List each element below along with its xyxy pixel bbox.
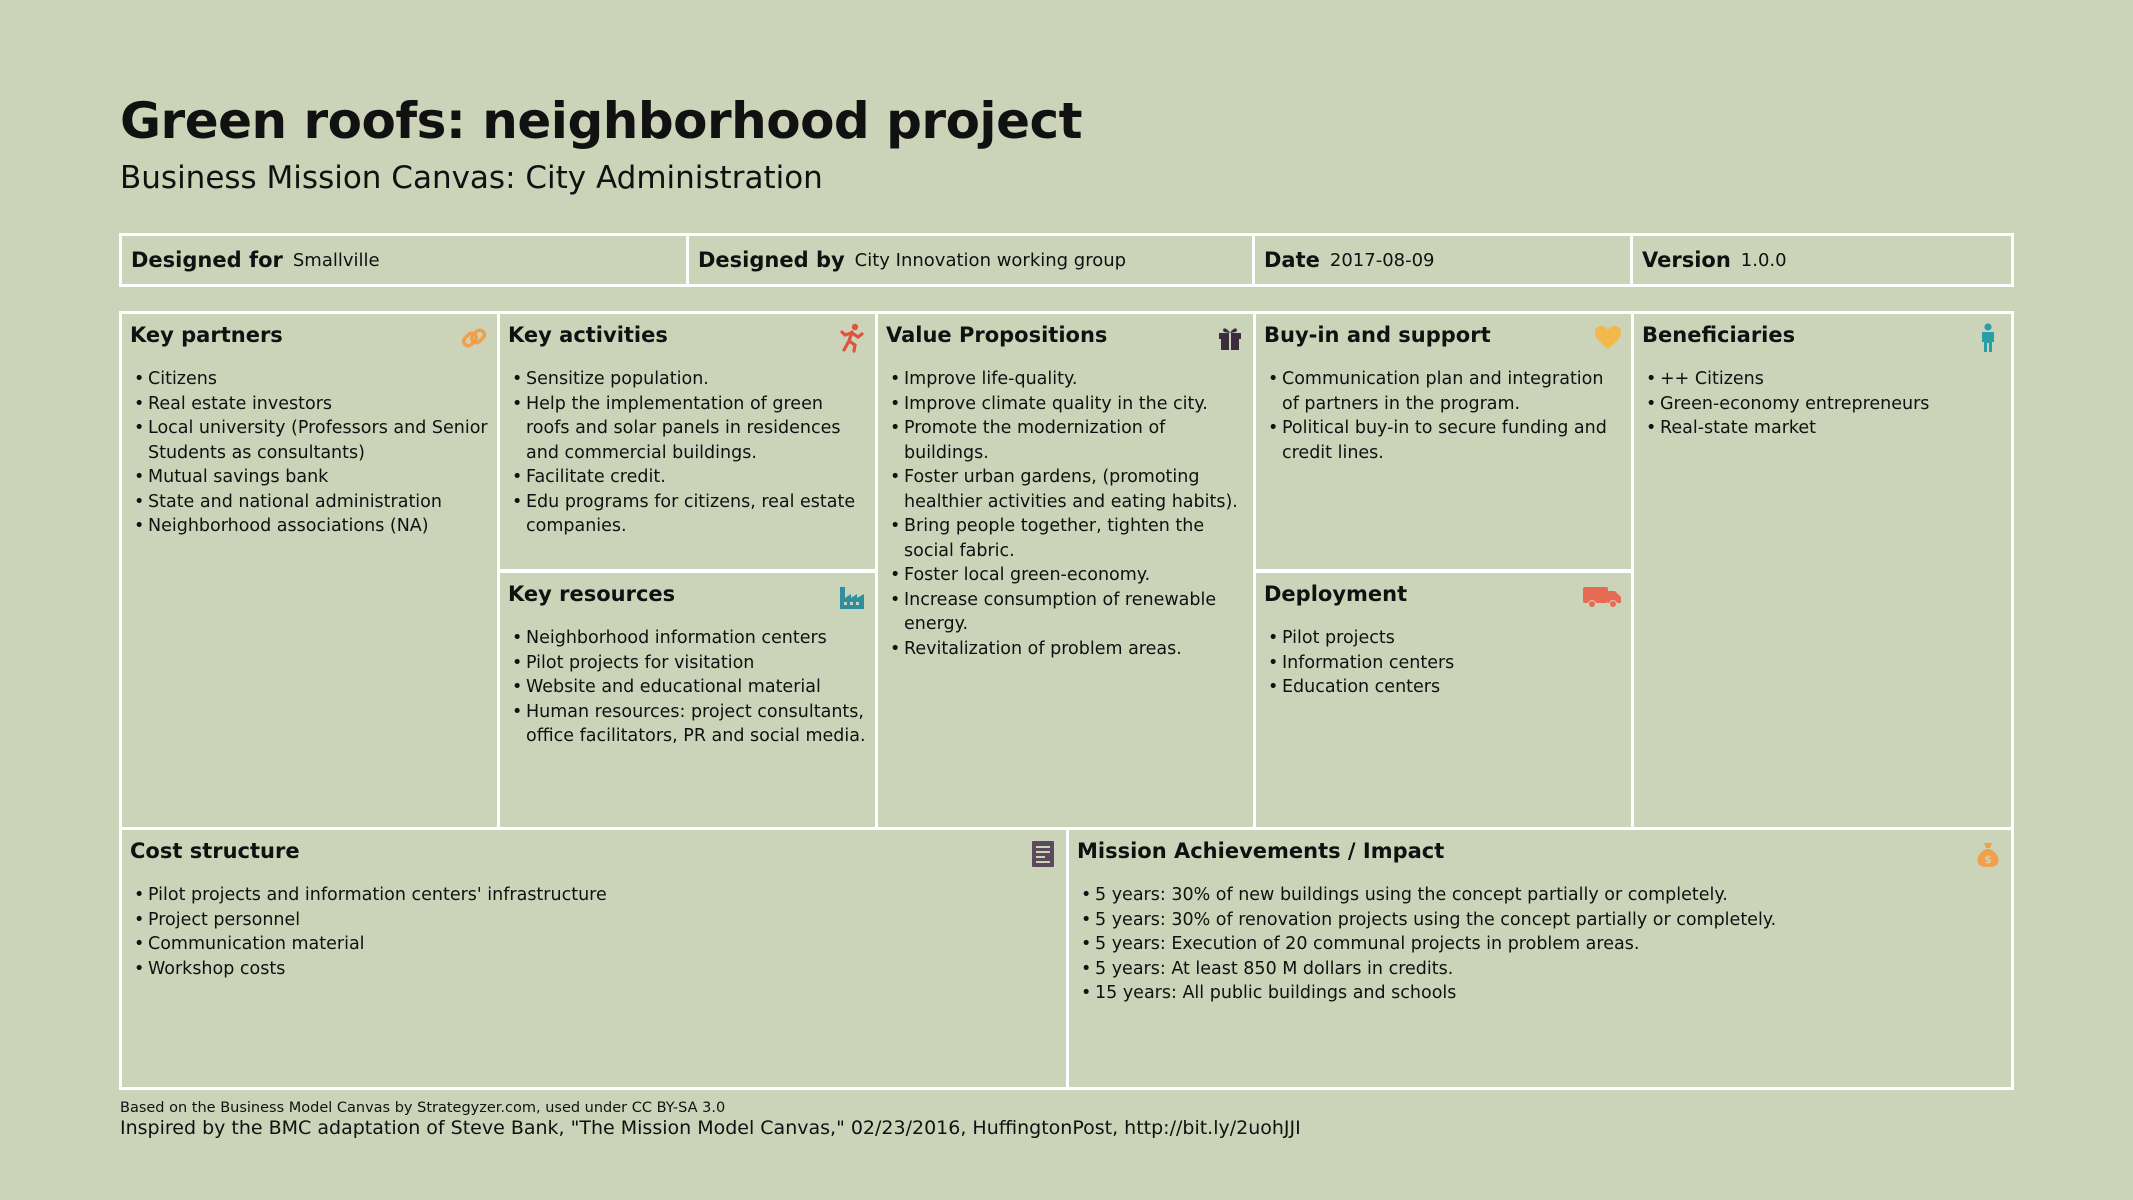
list-item: • Local university (Professors and Senior Students as consultants) [148, 416, 489, 465]
version-label: Version [1642, 248, 1731, 272]
list-item: • Pilot projects [1282, 626, 1623, 651]
date-label: Date [1264, 248, 1320, 272]
invoice-icon [1028, 839, 1058, 869]
designed-for-label: Designed for [131, 248, 283, 272]
date-value: 2017-08-09 [1329, 249, 1435, 271]
page-subtitle: Business Mission Canvas: City Administration [120, 160, 823, 196]
factory-icon [837, 582, 867, 612]
list-item: • Facilitate credit. [526, 465, 867, 490]
deployment-block [1253, 570, 1634, 830]
list-item: • Revitalization of problem areas. [904, 637, 1245, 662]
list-item: • 5 years: 30% of new buildings using the concept partially or completely. [1095, 883, 2003, 908]
deployment-title: Deployment [1264, 582, 1408, 606]
list-item: • Real estate investors [148, 392, 489, 417]
page-title: Green roofs: neighborhood project [120, 92, 1083, 150]
list-item: • State and national administration [148, 490, 489, 515]
footer-credit: Based on the Business Model Canvas by Strategyzer.com, used under CC BY-SA 3.0 [120, 1100, 726, 1116]
designed-by-value: City Innovation working group [854, 249, 1127, 271]
beneficiaries-block [1631, 311, 2014, 830]
cost-structure-list [130, 883, 1058, 981]
list-item: • Citizens [148, 367, 489, 392]
list-item: • Workshop costs [148, 957, 1058, 982]
mission-achievements-list [1077, 883, 2003, 1006]
list-item: • Mutual savings bank [148, 465, 489, 490]
list-item: • Communication plan and integration of partners in the program. [1282, 367, 1623, 416]
key-activities-title: Key activities [508, 323, 668, 347]
list-item: • Sensitize population. [526, 367, 867, 392]
cost-structure-title: Cost structure [130, 839, 300, 863]
footer-inspiration: Inspired by the BMC adaptation of Steve Bank, "The Mission Model Canvas," 02/23/2016, HuffingtonPost, http://bit.ly/2uohJJI [120, 1117, 1301, 1139]
mission-achievements-title: Mission Achievements / Impact [1077, 839, 1445, 863]
heart-icon [1593, 323, 1623, 353]
link-icon [459, 323, 489, 353]
list-item: • Foster urban gardens, (promoting healthier activities and eating habits). [904, 465, 1245, 514]
designed-by-label: Designed by [698, 248, 845, 272]
list-item: • Foster local green-economy. [904, 563, 1245, 588]
list-item: • Edu programs for citizens, real estate companies. [526, 490, 867, 539]
list-item: • Promote the modernization of buildings. [904, 416, 1245, 465]
money-bag-icon [1973, 839, 2003, 869]
list-item: • Education centers [1282, 675, 1623, 700]
mission-achievements-block [1066, 827, 2014, 1090]
list-item: • 5 years: Execution of 20 communal projects in problem areas. [1095, 932, 2003, 957]
truck-icon [1581, 582, 1623, 612]
list-item: • Green-economy entrepreneurs [1660, 392, 2003, 417]
key-activities-block [497, 311, 878, 572]
list-item: • Neighborhood information centers [526, 626, 867, 651]
key-activities-list [508, 367, 867, 539]
version-field [1633, 233, 2014, 287]
buy-in-support-block [1253, 311, 1634, 572]
list-item: • Website and educational material [526, 675, 867, 700]
gift-icon [1215, 323, 1245, 353]
key-partners-title: Key partners [130, 323, 283, 347]
list-item: • Neighborhood associations (NA) [148, 514, 489, 539]
list-item: • Help the implementation of green roofs and solar panels in residences and commercial buildings. [526, 392, 867, 466]
list-item: • Information centers [1282, 651, 1623, 676]
list-item: • Increase consumption of renewable energy. [904, 588, 1245, 637]
key-partners-block [119, 311, 500, 830]
deployment-list [1264, 626, 1623, 700]
key-partners-list [130, 367, 489, 539]
list-item: • Pilot projects for visitation [526, 651, 867, 676]
key-resources-block [497, 570, 878, 830]
list-item: • Improve climate quality in the city. [904, 392, 1245, 417]
list-item: • Project personnel [148, 908, 1058, 933]
key-resources-title: Key resources [508, 582, 676, 606]
value-propositions-title: Value Propositions [886, 323, 1108, 347]
cost-structure-block [119, 827, 1069, 1090]
version-value: 1.0.0 [1740, 249, 1787, 271]
list-item: • Real-state market [1660, 416, 2003, 441]
svg-text:$: $ [1984, 853, 1992, 866]
list-item: • Human resources: project consultants, office facilitators, PR and social media. [526, 700, 867, 749]
beneficiaries-title: Beneficiaries [1642, 323, 1796, 347]
value-propositions-list [886, 367, 1245, 661]
list-item: • ++ Citizens [1660, 367, 2003, 392]
list-item: • Improve life-quality. [904, 367, 1245, 392]
list-item: • Political buy-in to secure funding and credit lines. [1282, 416, 1623, 465]
canvas-meta-bar [119, 233, 2014, 287]
list-item: • Communication material [148, 932, 1058, 957]
list-item: • 15 years: All public buildings and schools [1095, 981, 2003, 1006]
beneficiaries-list [1642, 367, 2003, 441]
designed-by-field [689, 233, 1255, 287]
buy-in-support-list [1264, 367, 1623, 465]
designed-for-field [119, 233, 689, 287]
buy-in-support-title: Buy-in and support [1264, 323, 1491, 347]
date-field [1255, 233, 1633, 287]
list-item: • 5 years: At least 850 M dollars in credits. [1095, 957, 2003, 982]
designed-for-value: Smallville [292, 249, 380, 271]
value-propositions-block [875, 311, 1256, 830]
person-icon [1973, 323, 2003, 353]
list-item: • 5 years: 30% of renovation projects using the concept partially or completely. [1095, 908, 2003, 933]
key-resources-list [508, 626, 867, 749]
running-person-icon [837, 323, 867, 353]
list-item: • Pilot projects and information centers' infrastructure [148, 883, 1058, 908]
list-item: • Bring people together, tighten the social fabric. [904, 514, 1245, 563]
link-icon-strokes [462, 328, 486, 347]
